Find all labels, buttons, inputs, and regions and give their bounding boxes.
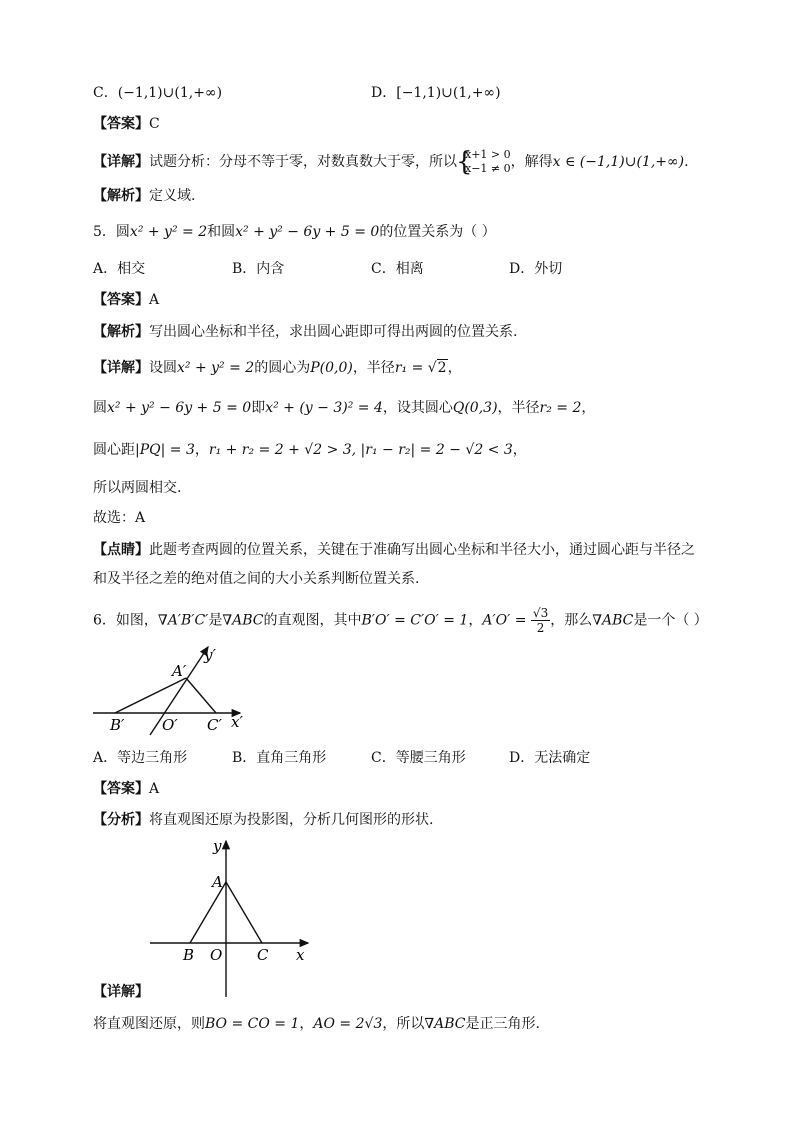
label-b: B [183, 946, 195, 964]
q6-stem-b: 是 [208, 612, 223, 629]
analysis-text: 将直观图还原为投影图，分析几何图形的形状. [149, 812, 434, 828]
label-o: O [210, 946, 223, 964]
q6-stem [93, 606, 708, 635]
q6-m1: B′O′ = C′O′ = 1 [361, 612, 469, 629]
q5-d1-p: P(0,0) [310, 360, 353, 376]
edge-a-c [186, 678, 216, 713]
analysis-tag: 【解析】 [93, 188, 149, 204]
q5-stem-b: 和圆 [207, 224, 236, 240]
fraction-numerator: √3 [532, 606, 549, 620]
q5-option-a: A．相交 [93, 261, 146, 277]
edge-b-a [190, 882, 226, 943]
q5-detail-line-1: 【详解】设圆x² + y² = 2的圆心为P(0,0)，半径r₁ = √2， [93, 360, 462, 376]
label-y: y [213, 837, 222, 855]
q6-detail-a: 将直观图还原，则 [93, 1016, 205, 1032]
analysis-tag: 【解析】 [93, 324, 149, 340]
q5-detail-line-4: 所以两圆相交. [93, 480, 182, 496]
q5-d3-b: ， [194, 442, 209, 458]
q6-option-a: A．等边三角形 [93, 750, 188, 766]
detail-tag: 【详解】 [93, 984, 149, 1000]
detail-tail-math: x ∈ (−1,1)∪(1,+∞) [552, 154, 685, 170]
q5-detail-line-3 [93, 440, 527, 460]
q4-option-c-value: (−1,1)∪(1,+∞) [117, 85, 223, 101]
fraction-denominator: 2 [536, 621, 545, 635]
answer-text: C [149, 116, 160, 132]
q5-d1-c: ，半径 [352, 360, 395, 376]
q5-d2-r: r₂ = 2 [539, 400, 582, 416]
q5-stem-c: 的位置关系为（ ） [379, 224, 496, 240]
q6-answer [93, 779, 159, 799]
point-text-1: 此题考查两圆的位置关系，关键在于准确写出圆心坐标和半径大小，通过圆心距与半径之 [149, 542, 695, 558]
q6-detail-b: ， [299, 1016, 314, 1032]
answer-text: A [149, 781, 160, 797]
equation-system [457, 148, 511, 176]
label-b-prime: B′ [110, 716, 125, 734]
q5-d2-a: 圆 [93, 400, 107, 416]
q5-stem [93, 222, 496, 242]
detail-tag: 【详解】 [93, 154, 149, 170]
q6-analysis [93, 810, 433, 830]
detail-tail-pre: ，解得 [510, 154, 553, 170]
label-a: A [212, 873, 223, 891]
q6-stem-c: 的直观图，其中 [263, 612, 362, 629]
q6-detail-d: 是正三角形. [465, 1016, 540, 1032]
q5-d3-end: ， [512, 442, 527, 458]
figure-oblique-drawing [90, 640, 260, 740]
label-y-prime: y′ [204, 646, 216, 664]
q5-d2-d: ，半径 [497, 400, 540, 416]
detail-tail-end: . [684, 154, 689, 170]
analysis-tag: 【分析】 [93, 812, 149, 828]
q6-detail-m2: AO = 2√3 [313, 1016, 383, 1032]
q4-option-c-label: C． [93, 85, 118, 101]
q6-tri3: ∇ABC [592, 612, 634, 629]
q6-detail-m1: BO = CO = 1 [205, 1016, 300, 1032]
q6-stem-e: ，那么 [550, 612, 593, 629]
figure-restored-triangle [148, 835, 318, 1000]
analysis-text: 写出圆心坐标和半径，求出圆心距即可得出两圆的位置关系. [149, 324, 518, 340]
q5-stem-a: 圆 [115, 224, 130, 240]
point-tag: 【点睛】 [93, 542, 149, 558]
analysis-text: 定义域. [149, 188, 196, 204]
q5-point [93, 540, 695, 560]
q5-d1-a: 设圆 [149, 360, 177, 376]
q6-tri2: ∇ABC [222, 612, 264, 629]
q6-fraction [531, 606, 550, 635]
q5-d1-b: 的圆心为 [254, 360, 311, 376]
label-x-prime: x′ [231, 713, 243, 731]
q6-option-c: C．等腰三角形 [371, 750, 466, 766]
q5-eq1: x² + y² = 2 [129, 224, 208, 240]
q5-option-d: D．外切 [509, 261, 563, 277]
q5-d2-eq2: x² + (y − 3)² = 4 [265, 400, 383, 416]
q4-option-d-label: D． [371, 85, 397, 101]
q5-number: 5． [93, 224, 116, 240]
q6-stem-d: ， [468, 612, 483, 629]
answer-tag: 【答案】 [93, 781, 149, 797]
q4-analysis [93, 186, 195, 206]
q5-analysis [93, 322, 517, 342]
q5-d1-r: r₁ = [394, 360, 428, 376]
q6-detail-line [93, 1014, 540, 1034]
q5-d2-b: 即 [251, 400, 266, 416]
q5-answer [93, 290, 159, 310]
q5-point-cont: 和及半径之差的绝对值之间的大小关系判断位置关系. [93, 571, 420, 587]
q5-detail-line-2 [93, 398, 595, 418]
q6-m2: A′O′ = [482, 612, 531, 629]
q6-option-d: D．无法确定 [509, 750, 591, 766]
q6-stem-a: 如图， [115, 612, 158, 629]
answer-text: A [149, 292, 160, 308]
answer-tag: 【答案】 [93, 116, 149, 132]
q6-stem-f: 是一个（ ） [633, 612, 708, 629]
q6-detail-tag-line [93, 982, 149, 1002]
q4-option-d [371, 82, 501, 102]
label-a-prime: A′ [172, 662, 187, 680]
label-c: C [257, 946, 269, 964]
detail-text: 试题分析：分母不等于零，对数真数大于零，所以 [149, 154, 457, 170]
q4-option-c [93, 82, 222, 102]
q5-d3-m2: r₁ + r₂ = 2 + √2 > 3, |r₁ − r₂| = 2 − √2 < 3 [208, 442, 513, 458]
q5-d2-c: ，设其圆心 [382, 400, 453, 416]
q5-option-b: B．内含 [232, 261, 285, 277]
edge-a-c [226, 882, 262, 943]
system-row-2: x−1 ≠ 0 [465, 162, 511, 175]
q4-answer [93, 114, 160, 134]
q6-detail-c: ，所以 [382, 1016, 425, 1032]
q4-detail [93, 148, 689, 176]
q5-d2-eq: x² + y² − 6y + 5 = 0 [107, 400, 252, 416]
detail-tag: 【详解】 [93, 360, 149, 376]
q4-option-d-value: [−1,1)∪(1,+∞) [396, 85, 501, 101]
q5-d3-m1: |PQ| = 3 [135, 442, 195, 458]
q5-detail-line-5: 故选：A [93, 510, 146, 526]
q5-eq2: x² + y² − 6y + 5 = 0 [235, 224, 380, 240]
q5-d1-eq: x² + y² = 2 [177, 360, 255, 376]
q5-d2-q: Q(0,3) [452, 400, 498, 416]
q5-d1-sqrt: 2 [437, 360, 447, 376]
q5-d1-end: ， [447, 360, 462, 376]
system-row-1: { x+1 > 0 [465, 148, 511, 161]
label-c-prime: C′ [207, 716, 222, 734]
answer-tag: 【答案】 [93, 292, 149, 308]
q5-option-c: C．相离 [371, 261, 424, 277]
label-x: x [296, 946, 305, 964]
label-o-prime: O′ [162, 716, 178, 734]
q5-d2-end: ， [581, 400, 596, 416]
q6-detail-tri: ∇ABC [424, 1016, 466, 1032]
q6-number: 6． [93, 612, 116, 629]
q5-d3-a: 圆心距 [93, 442, 135, 458]
q6-option-b: B．直角三角形 [232, 750, 327, 766]
q6-tri1: ∇A′B′C′ [157, 612, 209, 629]
